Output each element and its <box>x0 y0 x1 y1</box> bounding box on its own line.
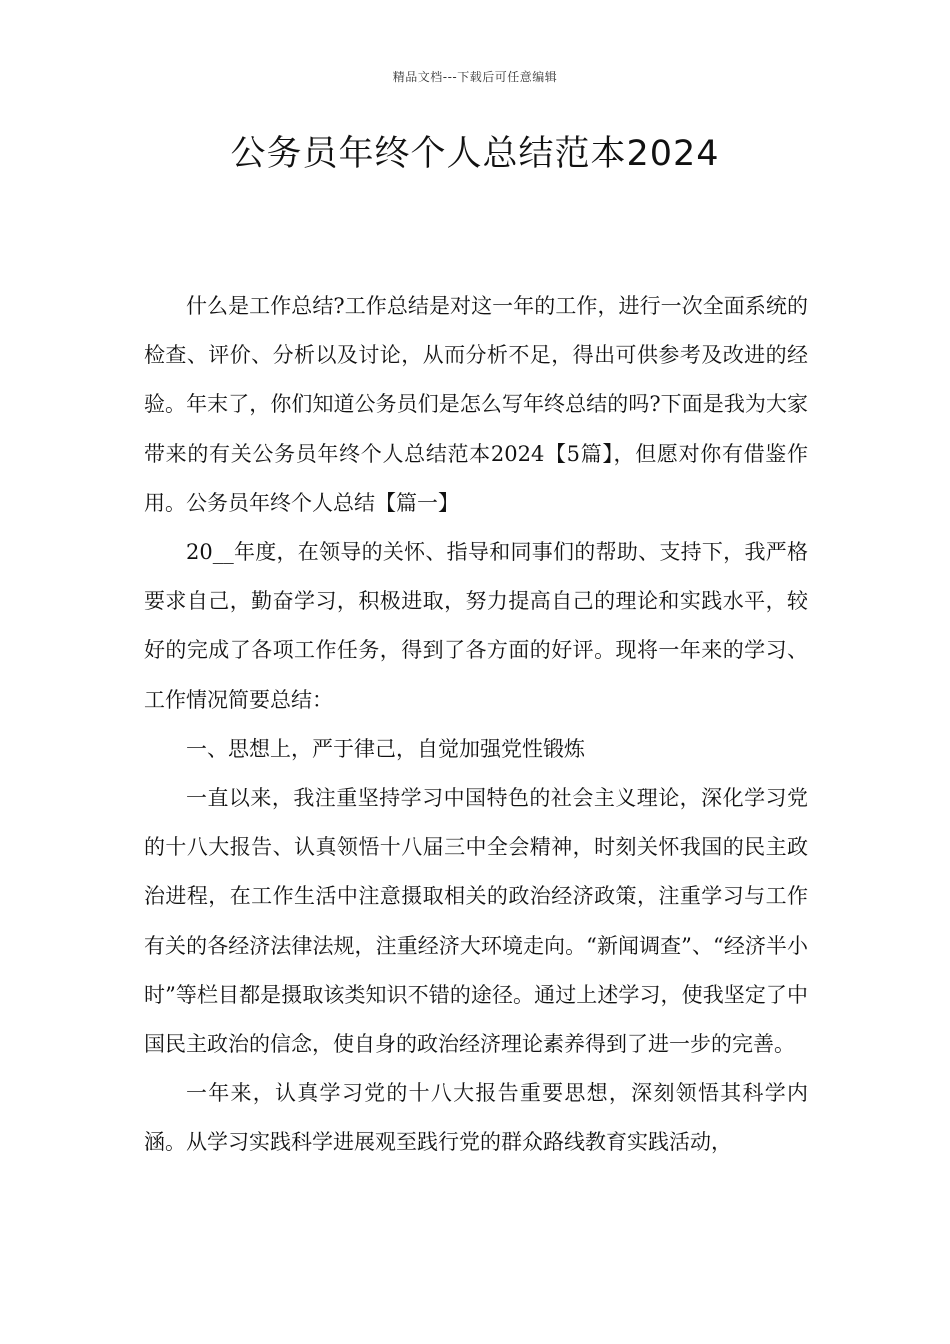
section-heading: 一、思想上，严于律己，自觉加强党性锻炼 <box>186 736 585 761</box>
body-paragraph: 一直以来，我注重坚持学习中国特色的社会主义理论，深化学习党的十八大报告、认真领悟十八届三中全会精神，时刻关怀我国的民主政治进程，在工作生活中注意摄取相关的政治经济政策，注重学习与工作有关的各经济法律法规，注重经济大环境走向。“新闻调查”、“经济半小时”等栏目都是摄取该类知识不错的途径。通过上述学习，使我坚定了中国民主政治的信念，使自身的政治经济理论素养得到了进一步的完善。 <box>144 786 808 1057</box>
document-title: 公务员年终个人总结范本2024 <box>230 134 720 174</box>
body-paragraph: 一年来，认真学习党的十八大报告重要思想，深刻领悟其科学内涵。从学习实践科学进展观至践行党的群众路线教育实践活动， <box>144 1081 808 1155</box>
body-paragraph: 20__年度，在领导的关怀、指导和同事们的帮助、支持下，我严格要求自己，勤奋学习，积极进取，努力提高自己的理论和实践水平，较好的完成了各项工作任务，得到了各方面的好评。现将一年来的学习、工作情况简要总结： <box>144 540 808 712</box>
intro-paragraph: 什么是工作总结?工作总结是对这一年的工作，进行一次全面系统的检查、评价、分析以及讨论，从而分析不足，得出可供参考及改进的经验。年末了，你们知道公务员们是怎么写年终总结的吗?下面是我为大家带来的有关公务员年终个人总结范本2024【5篇】，但愿对你有借鉴作用。公务员年终个人总结【篇一】 <box>144 294 808 515</box>
header-note: 精品文档---下载后可任意编辑 <box>392 70 558 84</box>
document-body <box>144 282 808 1168</box>
